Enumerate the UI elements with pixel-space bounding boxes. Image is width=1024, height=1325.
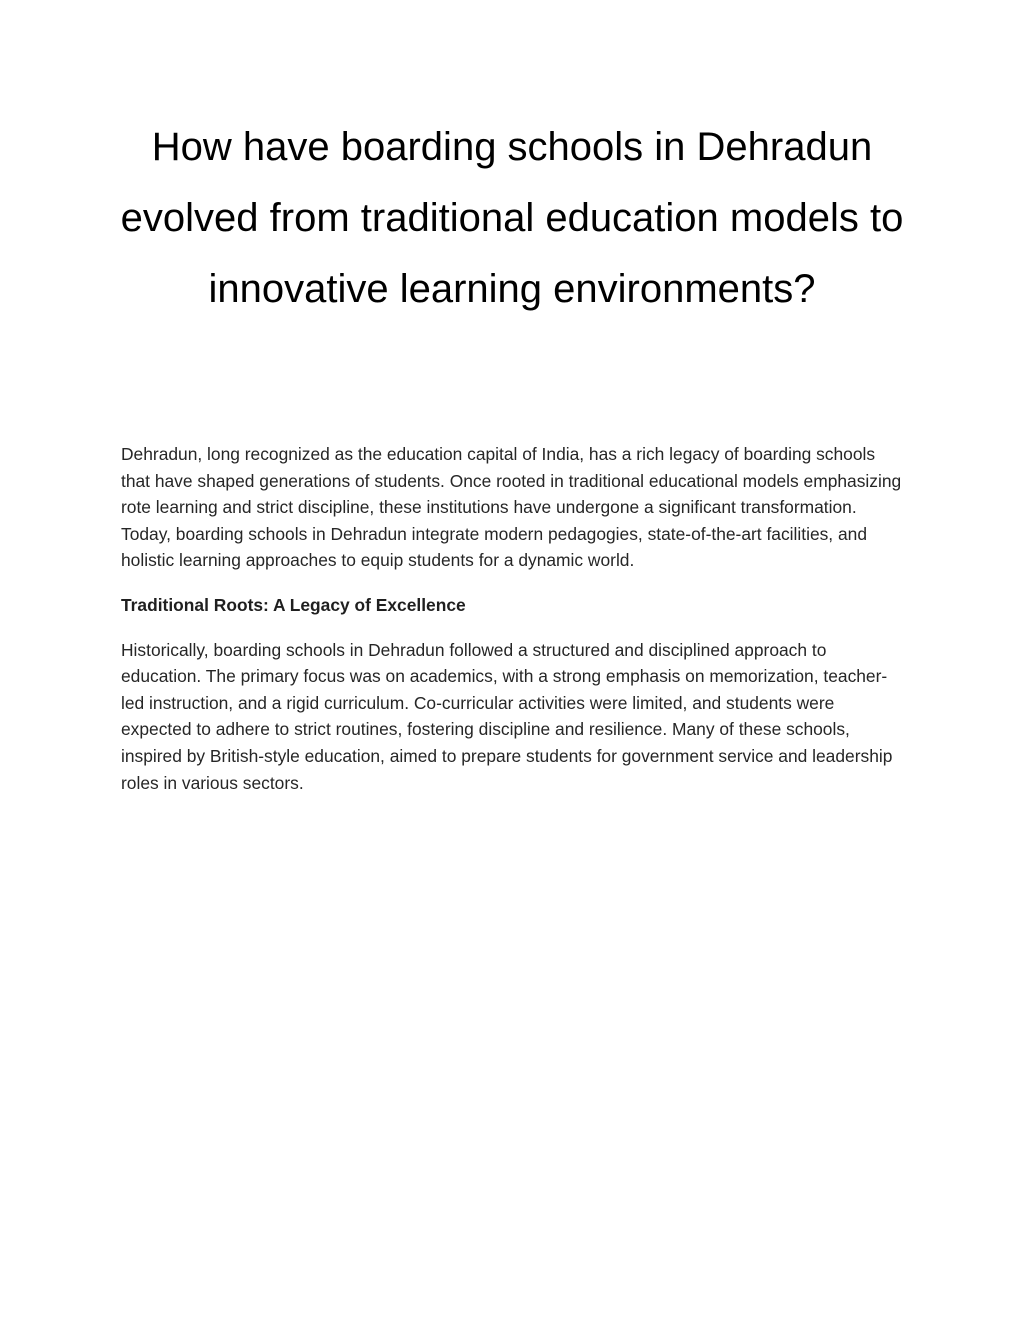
- section-paragraph: Historically, boarding schools in Dehradun followed a structured and disciplined approach to education. The primary focus was on academics, with a strong emphasis on memorization, teacher-led instruction, and a rigid curriculum. Co-curricular activities were limited, and students were expected to adhere to strict routines, fostering discipline and resilience. Many of these schools, inspired by British-style education, aimed to prepare students for government service and leadership roles in various sectors.: [121, 639, 893, 793]
- document-body: [121, 441, 907, 814]
- document-title: How have boarding schools in Dehradun evolved from traditional education models to innovative learning environments?: [120, 125, 904, 311]
- intro-paragraph: Dehradun, long recognized as the education capital of India, has a rich legacy of boarding schools that have shaped generations of students. Once rooted in traditional educational models emphasizing rote learning and strict discipline, these institutions have undergone a significant transformation. Today, boarding schools in Dehradun integrate modern pedagogies, state-of-the-art facilities, and holistic learning approaches to equip students for a dynamic world.: [121, 444, 902, 571]
- section-heading: Traditional Roots: A Legacy of Excellence: [121, 594, 466, 615]
